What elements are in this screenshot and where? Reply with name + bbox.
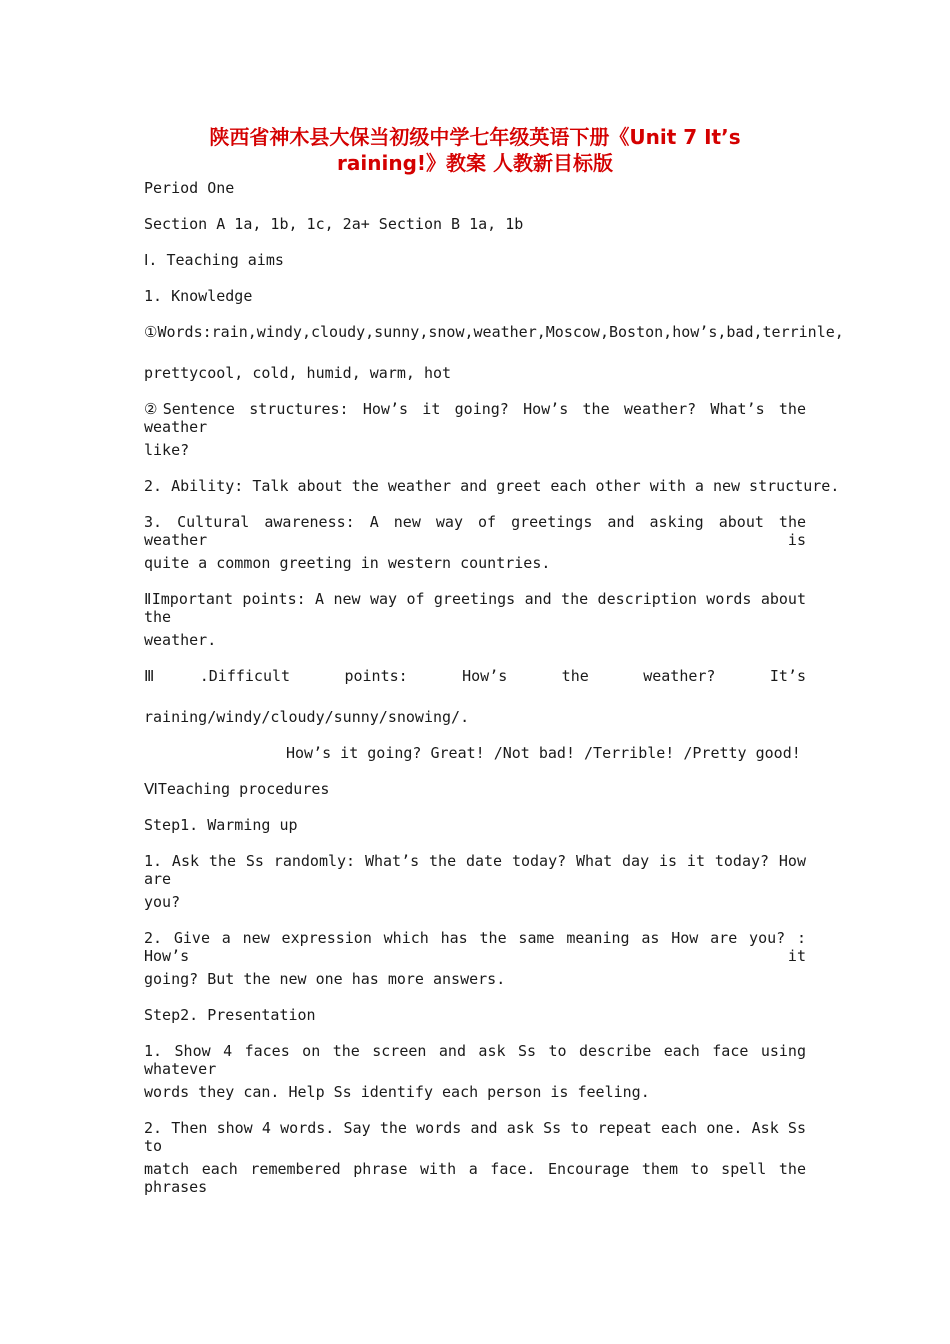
step1-item2-line-2: going? But the new one has more answers.: [144, 970, 506, 988]
difficult-points-line-2: raining/windy/cloudy/sunny/snowing/.: [144, 708, 470, 726]
cultural-awareness-line-1: 3. Cultural awareness: A new way of greetings and asking about the weather is: [144, 513, 806, 549]
step1-heading: Step1. Warming up: [144, 816, 298, 834]
difficult-points-line-3: How’s it going? Great! /Not bad! /Terrible! /Pretty good!: [286, 744, 801, 762]
important-points-line-1: ⅡImportant points: A new way of greetings and the description words about the: [144, 590, 806, 626]
title-line-2: raining!》教案 人教新目标版: [337, 151, 613, 175]
document-title: [130, 124, 820, 176]
teaching-procedures-heading: ⅥTeaching procedures: [144, 780, 330, 798]
step1-item1-line-1: 1. Ask the Ss randomly: What’s the date today? What day is it today? How are: [144, 852, 806, 888]
cultural-awareness-line-2: quite a common greeting in western countries.: [144, 554, 551, 572]
step2-item2-line-1: 2. Then show 4 words. Say the words and ask Ss to repeat each one. Ask Ss to: [144, 1119, 806, 1155]
difficult-points-line-1: Ⅲ.Difficult points: How’s the weather? It’s: [144, 667, 806, 685]
teaching-aims-heading: Ⅰ. Teaching aims: [144, 251, 284, 269]
step2-item2-line-2: match each remembered phrase with a face. Encourage them to spell the phrases: [144, 1160, 806, 1196]
ability-line: 2. Ability: Talk about the weather and greet each other with a new structure.: [144, 477, 840, 495]
step2-item1-line-1: 1. Show 4 faces on the screen and ask Ss to describe each face using whatever: [144, 1042, 806, 1078]
step1-item1-line-2: you?: [144, 893, 181, 911]
knowledge-heading: 1. Knowledge: [144, 287, 253, 305]
step2-heading: Step2. Presentation: [144, 1006, 316, 1024]
sentence-structures-line-2: like?: [144, 441, 190, 459]
words-line-2: prettycool, cold, humid, warm, hot: [144, 364, 452, 382]
words-line-1: ①Words:rain,windy,cloudy,sunny,snow,weather,Moscow,Boston,how’s,bad,terrinle,: [144, 323, 844, 341]
important-points-line-2: weather.: [144, 631, 217, 649]
sentence-structures-line-1: ②Sentence structures: How’s it going? How’s the weather? What’s the weather: [144, 400, 806, 436]
step1-item2-line-1: 2. Give a new expression which has the same meaning as How are you? : How’s it: [144, 929, 806, 965]
step2-item1-line-2: words they can. Help Ss identify each person is feeling.: [144, 1083, 650, 1101]
title-line-1: 陕西省神木县大保当初级中学七年级英语下册《Unit 7 It’s: [209, 125, 741, 149]
section-heading: Section A 1a, 1b, 1c, 2a+ Section B 1a, 1b: [144, 215, 524, 233]
period-heading: Period One: [144, 179, 235, 197]
